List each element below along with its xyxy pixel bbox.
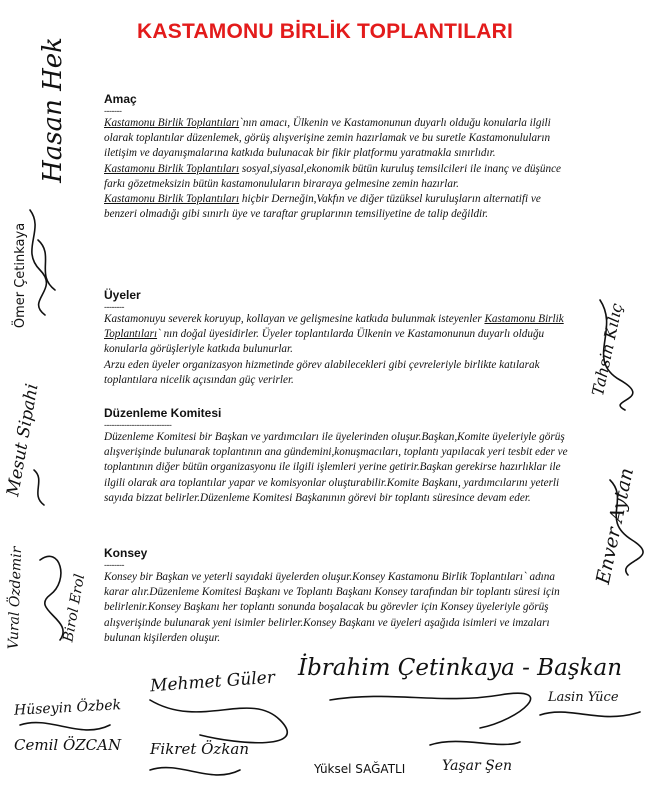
scribble-tahsin xyxy=(600,300,633,410)
org-name: Kastamonu Birlik Toplantıları xyxy=(104,193,240,206)
signature-mesut: Mesut Sipahi xyxy=(3,382,43,498)
org-name: Kastamonu Birlik Toplantıları xyxy=(104,162,240,175)
signature-lasin: Lasin Yüce xyxy=(548,690,619,705)
signature-omer: Ömer Çetinkaya xyxy=(13,222,29,329)
scribble-vural xyxy=(40,556,63,640)
signature-birol: Birol Erol xyxy=(60,572,89,644)
signature-mehmet: Mehmet Güler xyxy=(149,667,276,697)
konsey-paragraph: Konsey bir Başkan ve yeterli sayıdaki üyelerden oluşur.Konsey Kastamonu Birlik Toplantıları` adına karar alır.Düzenleme Komitesi Başkanı ve Toplantı Başkanı Konsey tarafından bir toplantı süresi için belirlenir.Konsey Başkanı her toplantı sonunda boşalacak bu görevler için Konsey üyeleriyle görüş alışverişinde bulunarak yeni isimler belirler.Konsey Başkanı ve üyeleri aşağıda isimleri ve imzaları bulunan kişilerden oluşur. xyxy=(104,571,560,644)
org-name: Kastamonu Birlik Toplantıları xyxy=(104,313,564,341)
section-heading-uyeler: Üyeler xyxy=(104,288,141,302)
signature-hasan: Hasan Hek xyxy=(37,37,68,183)
scribble-omer xyxy=(30,210,46,315)
heading-underline: --------------------------- xyxy=(104,420,172,430)
section-heading-amac: Amaç xyxy=(104,92,137,106)
signature-yuksel: Yüksel SAĞATLI xyxy=(314,762,406,776)
heading-underline: -------- xyxy=(104,560,124,570)
duzenleme-paragraph: Düzenleme Komitesi bir Başkan ve yardımcıları ile üyelerinden oluşur.Başkan,Komite üyeleriyle görüş alışverişinde bulunarak toplantının ana gündemini,konuşmacıları, toplantı yapılacak yeri tesbit eder ve toplantının diğer bütün organizasyonu ile ilgili işlemleri yerine getirir.Başkan gerekirse hazırlıklar ile ilgili olarak ara toplantılar yapar ve komisyonlar oluşturabilir.Komite Başkanı, yardımcılarını yeterli sayıda bizzat belirler.Düzenleme Komitesi Başkanının görevi bir toplantı süresince devam eder. xyxy=(104,431,568,504)
scribble-ibrahim xyxy=(330,693,531,728)
scribble-huseyin xyxy=(20,723,110,730)
signature-enver: Enver Aytan xyxy=(592,465,639,587)
amac-paragraph-1: Kastamonu Birlik Toplantıları`nın amacı, Ülkenin ve Kastamonunun duyarlı olduğu konularla ilgili olarak toplantılar düzenlemek, görüş alışverişine zemin hazırlamak ve bu suretle Kastamonuluların iletişim ve dayanışmalarına katkıda bulunacak bir fikir platformu yaratmakla sınırlıdır. xyxy=(104,117,551,160)
section-heading-duzenleme: Düzenleme Komitesi xyxy=(104,406,222,420)
scribble-fikret xyxy=(150,768,240,775)
heading-underline: ------- xyxy=(104,106,122,116)
signature-ibrahim: İbrahim Çetinkaya - Başkan xyxy=(298,655,623,681)
uyeler-paragraph-1: Kastamonuyu severek koruyup, kollayan ve gelişmesine katkıda bulunmak isteyenler Kastamonu Birlik Toplantıları` nın doğal üyesidirler. Üyeler toplantılarda Ülkenin ve Kastamonunun duyarlı olduğu konularla görüşleriyle katkıda bulunurlar. xyxy=(104,313,564,356)
signature-vural: Vural Özdemir xyxy=(5,546,26,650)
heading-underline: -------- xyxy=(104,302,124,312)
scribble-enver xyxy=(610,480,643,575)
signature-fikret: Fikret Özkan xyxy=(150,740,250,758)
org-name: Kastamonu Birlik Toplantıları xyxy=(104,117,240,129)
scribble-yasar xyxy=(430,741,520,745)
amac-paragraph-3: Kastamonu Birlik Toplantıları hiçbir Derneğin,Vakfın ve diğer tüzüksel kuruluşların alternatifi ve benzeri olmadığı gibi sınırlı üye ve taraftar gruplarının temsiliyetine de talip değildir. xyxy=(104,193,541,221)
section-heading-konsey: Konsey xyxy=(104,546,148,560)
amac-paragraph-2: Kastamonu Birlik Toplantıları sosyal,siyasal,ekonomik bütün kuruluş temsilcileri ile inanç ve düşünce farkı gözetmeksizin bütün kastamonuluların biraraya gelmesine zemin hazırlar. xyxy=(104,162,561,190)
scribble-lasin xyxy=(540,712,640,717)
uyeler-paragraph-2: Arzu eden üyeler organizasyon hizmetinde görev alabilecekleri gibi çevreleriyle birlikte katılarak toplantılara nicelik açısından güç verirler. xyxy=(104,358,540,386)
scribble-mehmet xyxy=(150,700,287,743)
signature-tahsin: Tahsin Kılıç xyxy=(588,301,627,398)
page-title: KASTAMONU BİRLİK TOPLANTILARI xyxy=(137,20,513,43)
signature-yasar: Yaşar Şen xyxy=(442,758,513,774)
signature-cemil: Cemil ÖZCAN xyxy=(14,736,122,754)
signature-huseyin: Hüseyin Özbek xyxy=(13,697,122,719)
scribble-mesut xyxy=(34,470,44,505)
